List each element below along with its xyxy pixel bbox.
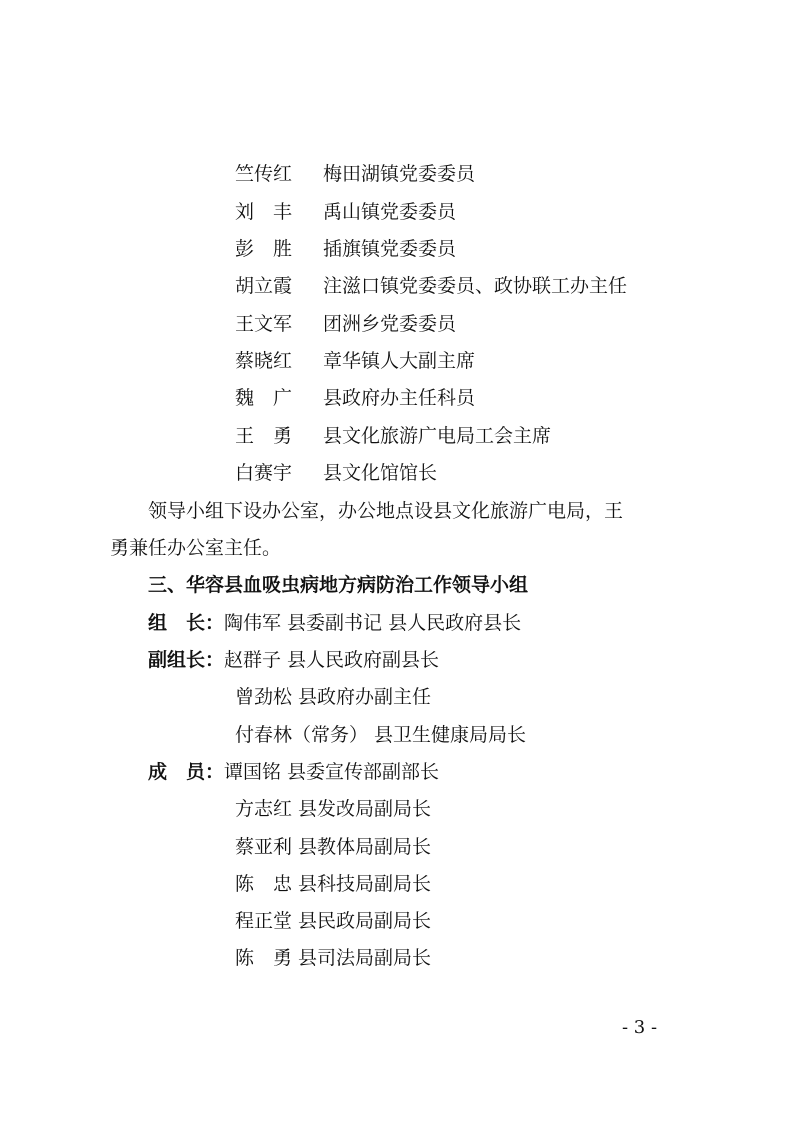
section-heading: 三、华容县血吸虫病地方病防治工作领导小组 <box>148 574 529 596</box>
member-title: 县政府办主任科员 <box>323 387 476 409</box>
leader-label: 组 长： <box>148 612 225 634</box>
member-row: 方志红 县发改局副局长 <box>235 798 432 820</box>
member-row <box>235 424 551 448</box>
member-row <box>235 162 475 186</box>
member-title: 章华镇人大副主席 <box>323 350 476 372</box>
member-row <box>235 349 475 373</box>
office-note-line-1: 领导小组下设办公室，办公地点设县文化旅游广电局，王 <box>148 500 624 522</box>
member-row: 程正堂 县民政局副局长 <box>235 910 432 932</box>
member-row <box>235 312 456 336</box>
member-row: 陈 忠 县科技局副局长 <box>235 873 432 895</box>
page-number: - 3 - <box>622 1017 658 1038</box>
member-name: 竺传红 <box>235 163 293 185</box>
member-row <box>235 386 475 410</box>
member-name: 王文军 <box>235 313 293 335</box>
deputy-value: 赵群子 县人民政府副县长 <box>224 649 440 671</box>
member-title: 县文化馆馆长 <box>323 462 438 484</box>
member-row <box>148 760 439 784</box>
member-value: 谭国铭 县委宣传部副部长 <box>224 761 440 783</box>
member-title: 梅田湖镇党委委员 <box>323 163 476 185</box>
member-name: 刘 丰 <box>235 201 293 223</box>
member-name: 蔡晓红 <box>235 350 293 372</box>
members-label: 成 员： <box>148 761 225 783</box>
leader-value: 陶伟军 县委副书记 县人民政府县长 <box>224 612 522 634</box>
member-title: 注滋口镇党委委员、政协联工办主任 <box>323 275 628 297</box>
member-row <box>235 461 437 485</box>
member-name: 胡立霞 <box>235 275 293 297</box>
member-row <box>235 274 627 298</box>
member-name: 彭 胜 <box>235 238 293 260</box>
member-row <box>235 237 456 261</box>
member-title: 县文化旅游广电局工会主席 <box>323 425 552 447</box>
office-note-line-2: 勇兼任办公室主任。 <box>110 537 282 559</box>
member-title: 团洲乡党委委员 <box>323 313 457 335</box>
leader-row <box>148 611 521 635</box>
member-row <box>235 200 456 224</box>
member-title: 禹山镇党委委员 <box>323 201 457 223</box>
member-row: 蔡亚利 县教体局副局长 <box>235 836 432 858</box>
member-name: 魏 广 <box>235 387 293 409</box>
deputy-label: 副组长： <box>148 649 225 671</box>
member-name: 王 勇 <box>235 425 293 447</box>
member-name: 白赛宇 <box>235 462 293 484</box>
member-row: 陈 勇 县司法局副局长 <box>235 947 432 969</box>
deputy-row: 付春林（常务） 县卫生健康局局长 <box>235 724 527 746</box>
member-title: 插旗镇党委委员 <box>323 238 457 260</box>
deputy-row: 曾劲松 县政府办副主任 <box>235 686 432 708</box>
deputy-row <box>148 648 439 672</box>
